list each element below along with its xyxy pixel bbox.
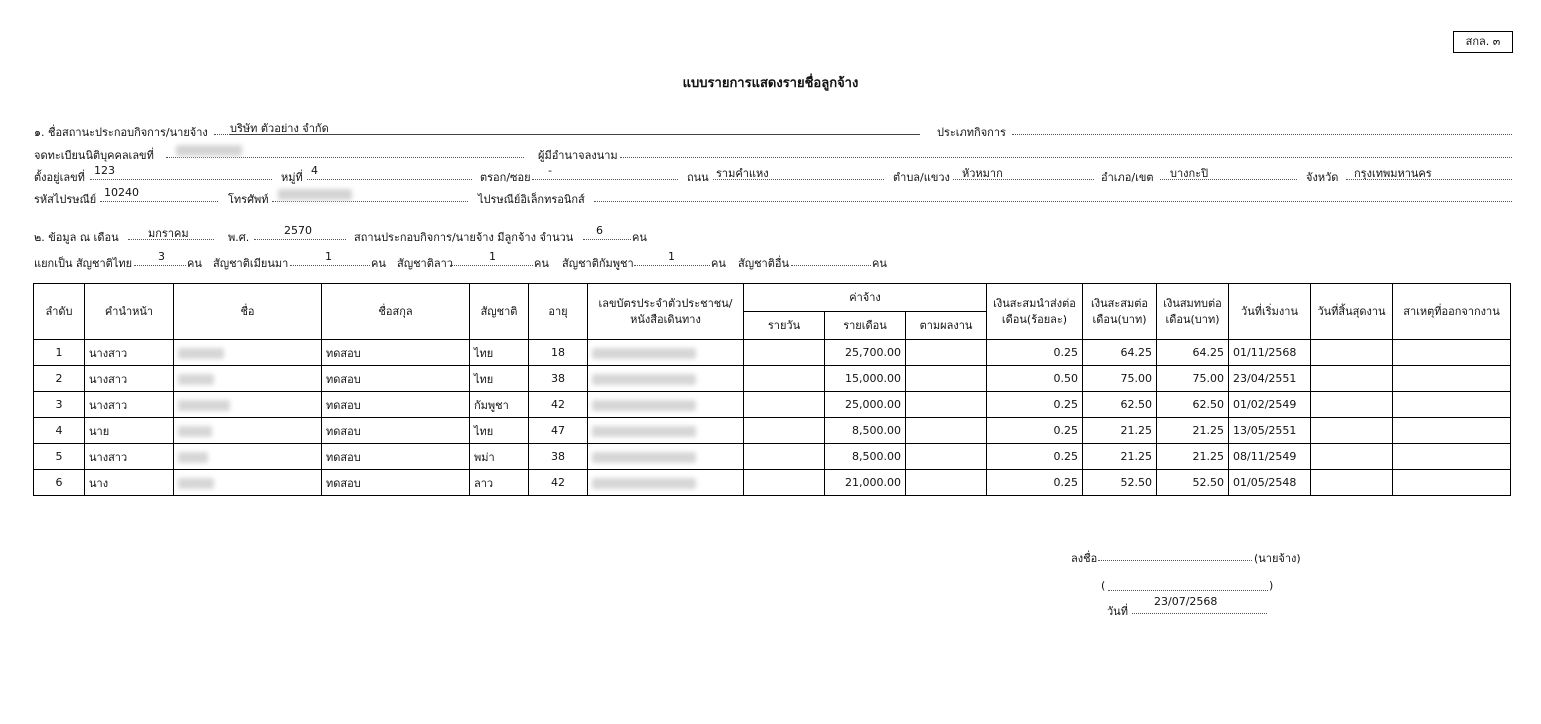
cell-monthly: 8,500.00 [825, 444, 906, 470]
header-first-name: ชื่อ [174, 284, 322, 340]
business-name-value: บริษัท ตัวอย่าง จำกัด [230, 122, 329, 135]
phone-redacted [278, 189, 352, 200]
header-contrib-line1: เงินสะสมต่อ [1091, 296, 1148, 310]
cell-rate: 0.25 [987, 340, 1083, 366]
cell-no: 4 [34, 418, 85, 444]
cell-nationality: ไทย [470, 340, 529, 366]
page-title: แบบรายการแสดงรายชื่อลูกจ้าง [682, 76, 859, 91]
myanmar-count-unit: คน [371, 257, 386, 270]
cell-match: 64.25 [1157, 340, 1229, 366]
email-label: ไปรษณีย์อิเล็กทรอนิกส์ [478, 193, 585, 206]
cell-last-name: ทดสอบ [322, 444, 470, 470]
other-count-unit: คน [872, 257, 887, 270]
table-row[interactable] [34, 392, 1511, 418]
date-label: วันที่ [1107, 605, 1128, 618]
cell-end-date [1311, 366, 1393, 392]
cell-contrib: 21.25 [1083, 418, 1157, 444]
cell-first-name-redacted [174, 470, 322, 496]
printed-name-field[interactable] [1108, 576, 1268, 591]
cell-no: 2 [34, 366, 85, 392]
cell-age: 42 [529, 470, 588, 496]
thai-count-unit: คน [187, 257, 202, 270]
cell-id-redacted [588, 470, 744, 496]
employee-count-unit: คน [632, 231, 647, 244]
cell-id-redacted [588, 340, 744, 366]
cell-rate: 0.25 [987, 418, 1083, 444]
header-contrib-rate [987, 284, 1083, 340]
road-value: รามคำแหง [716, 167, 769, 180]
soi-value: - [548, 164, 552, 177]
year-label: พ.ศ. [228, 231, 250, 244]
header-end-date: วันที่สิ้นสุดงาน [1311, 284, 1393, 340]
other-label: สัญชาติอื่น [738, 257, 789, 270]
cell-performance [906, 366, 987, 392]
employee-count-field[interactable] [583, 225, 631, 240]
cell-leave-reason [1393, 470, 1511, 496]
moo-field[interactable] [307, 165, 472, 180]
cell-no: 6 [34, 470, 85, 496]
cell-match: 62.50 [1157, 392, 1229, 418]
cell-prefix: นางสาว [85, 392, 174, 418]
cell-performance [906, 470, 987, 496]
address-no-field[interactable] [90, 165, 272, 180]
cell-prefix: นางสาว [85, 340, 174, 366]
moo-value: 4 [311, 164, 318, 177]
cell-match: 21.25 [1157, 418, 1229, 444]
cell-contrib: 21.25 [1083, 444, 1157, 470]
cell-start-date: 23/04/2551 [1229, 366, 1311, 392]
cell-id-redacted [588, 392, 744, 418]
header-match-line1: เงินสมทบต่อ [1163, 296, 1222, 310]
cell-age: 38 [529, 444, 588, 470]
employee-count-label: สถานประกอบกิจการ/นายจ้าง มีลูกจ้าง จำนวน [354, 231, 574, 244]
cell-performance [906, 392, 987, 418]
email-field[interactable] [594, 187, 1512, 202]
cell-nationality: ลาว [470, 470, 529, 496]
cell-nationality: ไทย [470, 366, 529, 392]
cell-performance [906, 418, 987, 444]
cell-rate: 0.25 [987, 444, 1083, 470]
paren-open: ( [1101, 579, 1106, 592]
cell-match: 52.50 [1157, 470, 1229, 496]
cell-leave-reason [1393, 418, 1511, 444]
cell-rate: 0.50 [987, 366, 1083, 392]
header-performance: ตามผลงาน [906, 312, 987, 340]
authorized-label: ผู้มีอำนาจลงนาม [538, 149, 618, 162]
cell-end-date [1311, 418, 1393, 444]
cell-nationality: พม่า [470, 444, 529, 470]
lao-label: สัญชาติลาว [397, 257, 453, 270]
registration-redacted [176, 145, 242, 156]
cell-prefix: นางสาว [85, 444, 174, 470]
header-contrib-line2: เดือน(บาท) [1092, 312, 1147, 326]
cell-first-name-redacted [174, 418, 322, 444]
cell-first-name-redacted [174, 340, 322, 366]
header-start-date: วันที่เริ่มงาน [1229, 284, 1311, 340]
header-daily: รายวัน [744, 312, 825, 340]
cambodia-count-unit: คน [711, 257, 726, 270]
cell-age: 47 [529, 418, 588, 444]
myanmar-label: สัญชาติเมียนมา [213, 257, 289, 270]
cell-contrib: 75.00 [1083, 366, 1157, 392]
cell-no: 1 [34, 340, 85, 366]
month-value: มกราคม [148, 227, 189, 240]
month-label: ๒. ข้อมูล ณ เดือน [34, 231, 119, 244]
cell-age: 38 [529, 366, 588, 392]
cell-id-redacted [588, 366, 744, 392]
cell-daily [744, 418, 825, 444]
cell-first-name-redacted [174, 444, 322, 470]
other-count-field[interactable] [791, 251, 871, 266]
header-match-line2: เดือน(บาท) [1165, 312, 1220, 326]
thai-count-value: 3 [158, 250, 165, 263]
header-nationality: สัญชาติ [470, 284, 529, 340]
cell-monthly: 8,500.00 [825, 418, 906, 444]
header-match [1157, 284, 1229, 340]
cell-daily [744, 470, 825, 496]
cell-age: 42 [529, 392, 588, 418]
cell-start-date: 01/02/2549 [1229, 392, 1311, 418]
business-type-field[interactable] [1012, 120, 1512, 135]
business-name-field[interactable] [230, 120, 920, 135]
cell-id-redacted [588, 444, 744, 470]
cell-leave-reason [1393, 392, 1511, 418]
cell-last-name: ทดสอบ [322, 392, 470, 418]
cell-last-name: ทดสอบ [322, 366, 470, 392]
cell-contrib: 52.50 [1083, 470, 1157, 496]
lao-count-value: 1 [489, 250, 496, 263]
header-id-line2: หนังสือเดินทาง [630, 312, 701, 326]
cell-no: 5 [34, 444, 85, 470]
cell-daily [744, 392, 825, 418]
year-value: 2570 [284, 224, 312, 237]
postcode-value: 10240 [104, 186, 139, 199]
soi-field[interactable] [532, 165, 678, 180]
road-label: ถนน [687, 171, 709, 184]
header-prefix: คำนำหน้า [85, 284, 174, 340]
phone-label: โทรศัพท์ [228, 193, 269, 206]
cell-prefix: นางสาว [85, 366, 174, 392]
province-value: กรุงเทพมหานคร [1354, 167, 1432, 180]
address-no-label: ตั้งอยู่เลขที่ [34, 171, 85, 184]
cell-end-date [1311, 444, 1393, 470]
header-leave-reason: สาเหตุที่ออกจากงาน [1393, 284, 1511, 340]
cell-monthly: 25,000.00 [825, 392, 906, 418]
employee-count-value: 6 [596, 224, 603, 237]
lao-count-unit: คน [534, 257, 549, 270]
cell-contrib: 62.50 [1083, 392, 1157, 418]
cell-first-name-redacted [174, 392, 322, 418]
subdistrict-label: ตำบล/แขวง [893, 171, 950, 184]
registration-label: จดทะเบียนนิติบุคคลเลขที่ [34, 149, 154, 162]
cell-daily [744, 444, 825, 470]
header-contrib [1083, 284, 1157, 340]
breakdown-label: แยกเป็น สัญชาติไทย [34, 257, 133, 270]
cell-last-name: ทดสอบ [322, 418, 470, 444]
cell-end-date [1311, 470, 1393, 496]
cell-start-date: 01/11/2568 [1229, 340, 1311, 366]
cell-no: 3 [34, 392, 85, 418]
header-monthly: รายเดือน [825, 312, 906, 340]
date-value: 23/07/2568 [1154, 595, 1218, 608]
header-id [588, 284, 744, 340]
cell-nationality: กัมพูชา [470, 392, 529, 418]
table-row[interactable] [34, 418, 1511, 444]
cell-leave-reason [1393, 444, 1511, 470]
cell-match: 21.25 [1157, 444, 1229, 470]
cell-monthly: 15,000.00 [825, 366, 906, 392]
address-no-value: 123 [94, 164, 115, 177]
table-row[interactable] [34, 444, 1511, 470]
paren-close: ) [1269, 579, 1274, 592]
cell-rate: 0.25 [987, 392, 1083, 418]
cell-last-name: ทดสอบ [322, 470, 470, 496]
cell-last-name: ทดสอบ [322, 340, 470, 366]
cell-contrib: 64.25 [1083, 340, 1157, 366]
cell-daily [744, 340, 825, 366]
soi-label: ตรอก/ซอย [480, 171, 531, 184]
district-value: บางกะปิ [1170, 167, 1209, 180]
table-row[interactable] [34, 366, 1511, 392]
business-type-label: ประเภทกิจการ [937, 126, 1006, 139]
cell-match: 75.00 [1157, 366, 1229, 392]
authorized-field[interactable] [620, 143, 1512, 158]
subdistrict-value: หัวหมาก [962, 167, 1003, 180]
cell-start-date: 08/11/2549 [1229, 444, 1311, 470]
header-contrib-rate-line1: เงินสะสมนำส่งต่อ [993, 296, 1076, 310]
cell-monthly: 25,700.00 [825, 340, 906, 366]
cell-leave-reason [1393, 366, 1511, 392]
sign-label: ลงชื่อ [1071, 552, 1098, 565]
header-age: อายุ [529, 284, 588, 340]
district-label: อำเภอ/เขต [1101, 171, 1154, 184]
header-last-name: ชื่อสกุล [322, 284, 470, 340]
myanmar-count-value: 1 [325, 250, 332, 263]
cell-end-date [1311, 340, 1393, 366]
signature-field[interactable] [1098, 546, 1252, 561]
cell-age: 18 [529, 340, 588, 366]
cell-first-name-redacted [174, 366, 322, 392]
cell-start-date: 13/05/2551 [1229, 418, 1311, 444]
province-label: จังหวัด [1306, 171, 1339, 184]
form-code-badge: สกล. ๓ [1453, 31, 1513, 53]
cell-nationality: ไทย [470, 418, 529, 444]
cell-id-redacted [588, 418, 744, 444]
cell-prefix: นาย [85, 418, 174, 444]
employee-table [33, 283, 1511, 496]
cambodia-count-value: 1 [668, 250, 675, 263]
moo-label: หมู่ที่ [281, 171, 303, 184]
cell-end-date [1311, 392, 1393, 418]
cell-start-date: 01/05/2548 [1229, 470, 1311, 496]
cell-leave-reason [1393, 340, 1511, 366]
header-id-line1: เลขบัตรประจำตัวประชาชน/ [598, 296, 733, 310]
cell-prefix: นาง [85, 470, 174, 496]
header-wage: ค่าจ้าง [744, 284, 987, 312]
table-row[interactable] [34, 340, 1511, 366]
cell-daily [744, 366, 825, 392]
employer-label: (นายจ้าง) [1254, 552, 1301, 565]
cell-rate: 0.25 [987, 470, 1083, 496]
cambodia-label: สัญชาติกัมพูชา [562, 257, 634, 270]
cell-monthly: 21,000.00 [825, 470, 906, 496]
header-contrib-rate-line2: เดือน(ร้อยละ) [1001, 312, 1068, 326]
header-no: ลำดับ [34, 284, 85, 340]
postcode-label: รหัสไปรษณีย์ [34, 193, 97, 206]
table-row[interactable] [34, 470, 1511, 496]
business-name-label: ๑. ชื่อสถานะประกอบกิจการ/นายจ้าง [34, 126, 208, 139]
cell-performance [906, 340, 987, 366]
cell-performance [906, 444, 987, 470]
